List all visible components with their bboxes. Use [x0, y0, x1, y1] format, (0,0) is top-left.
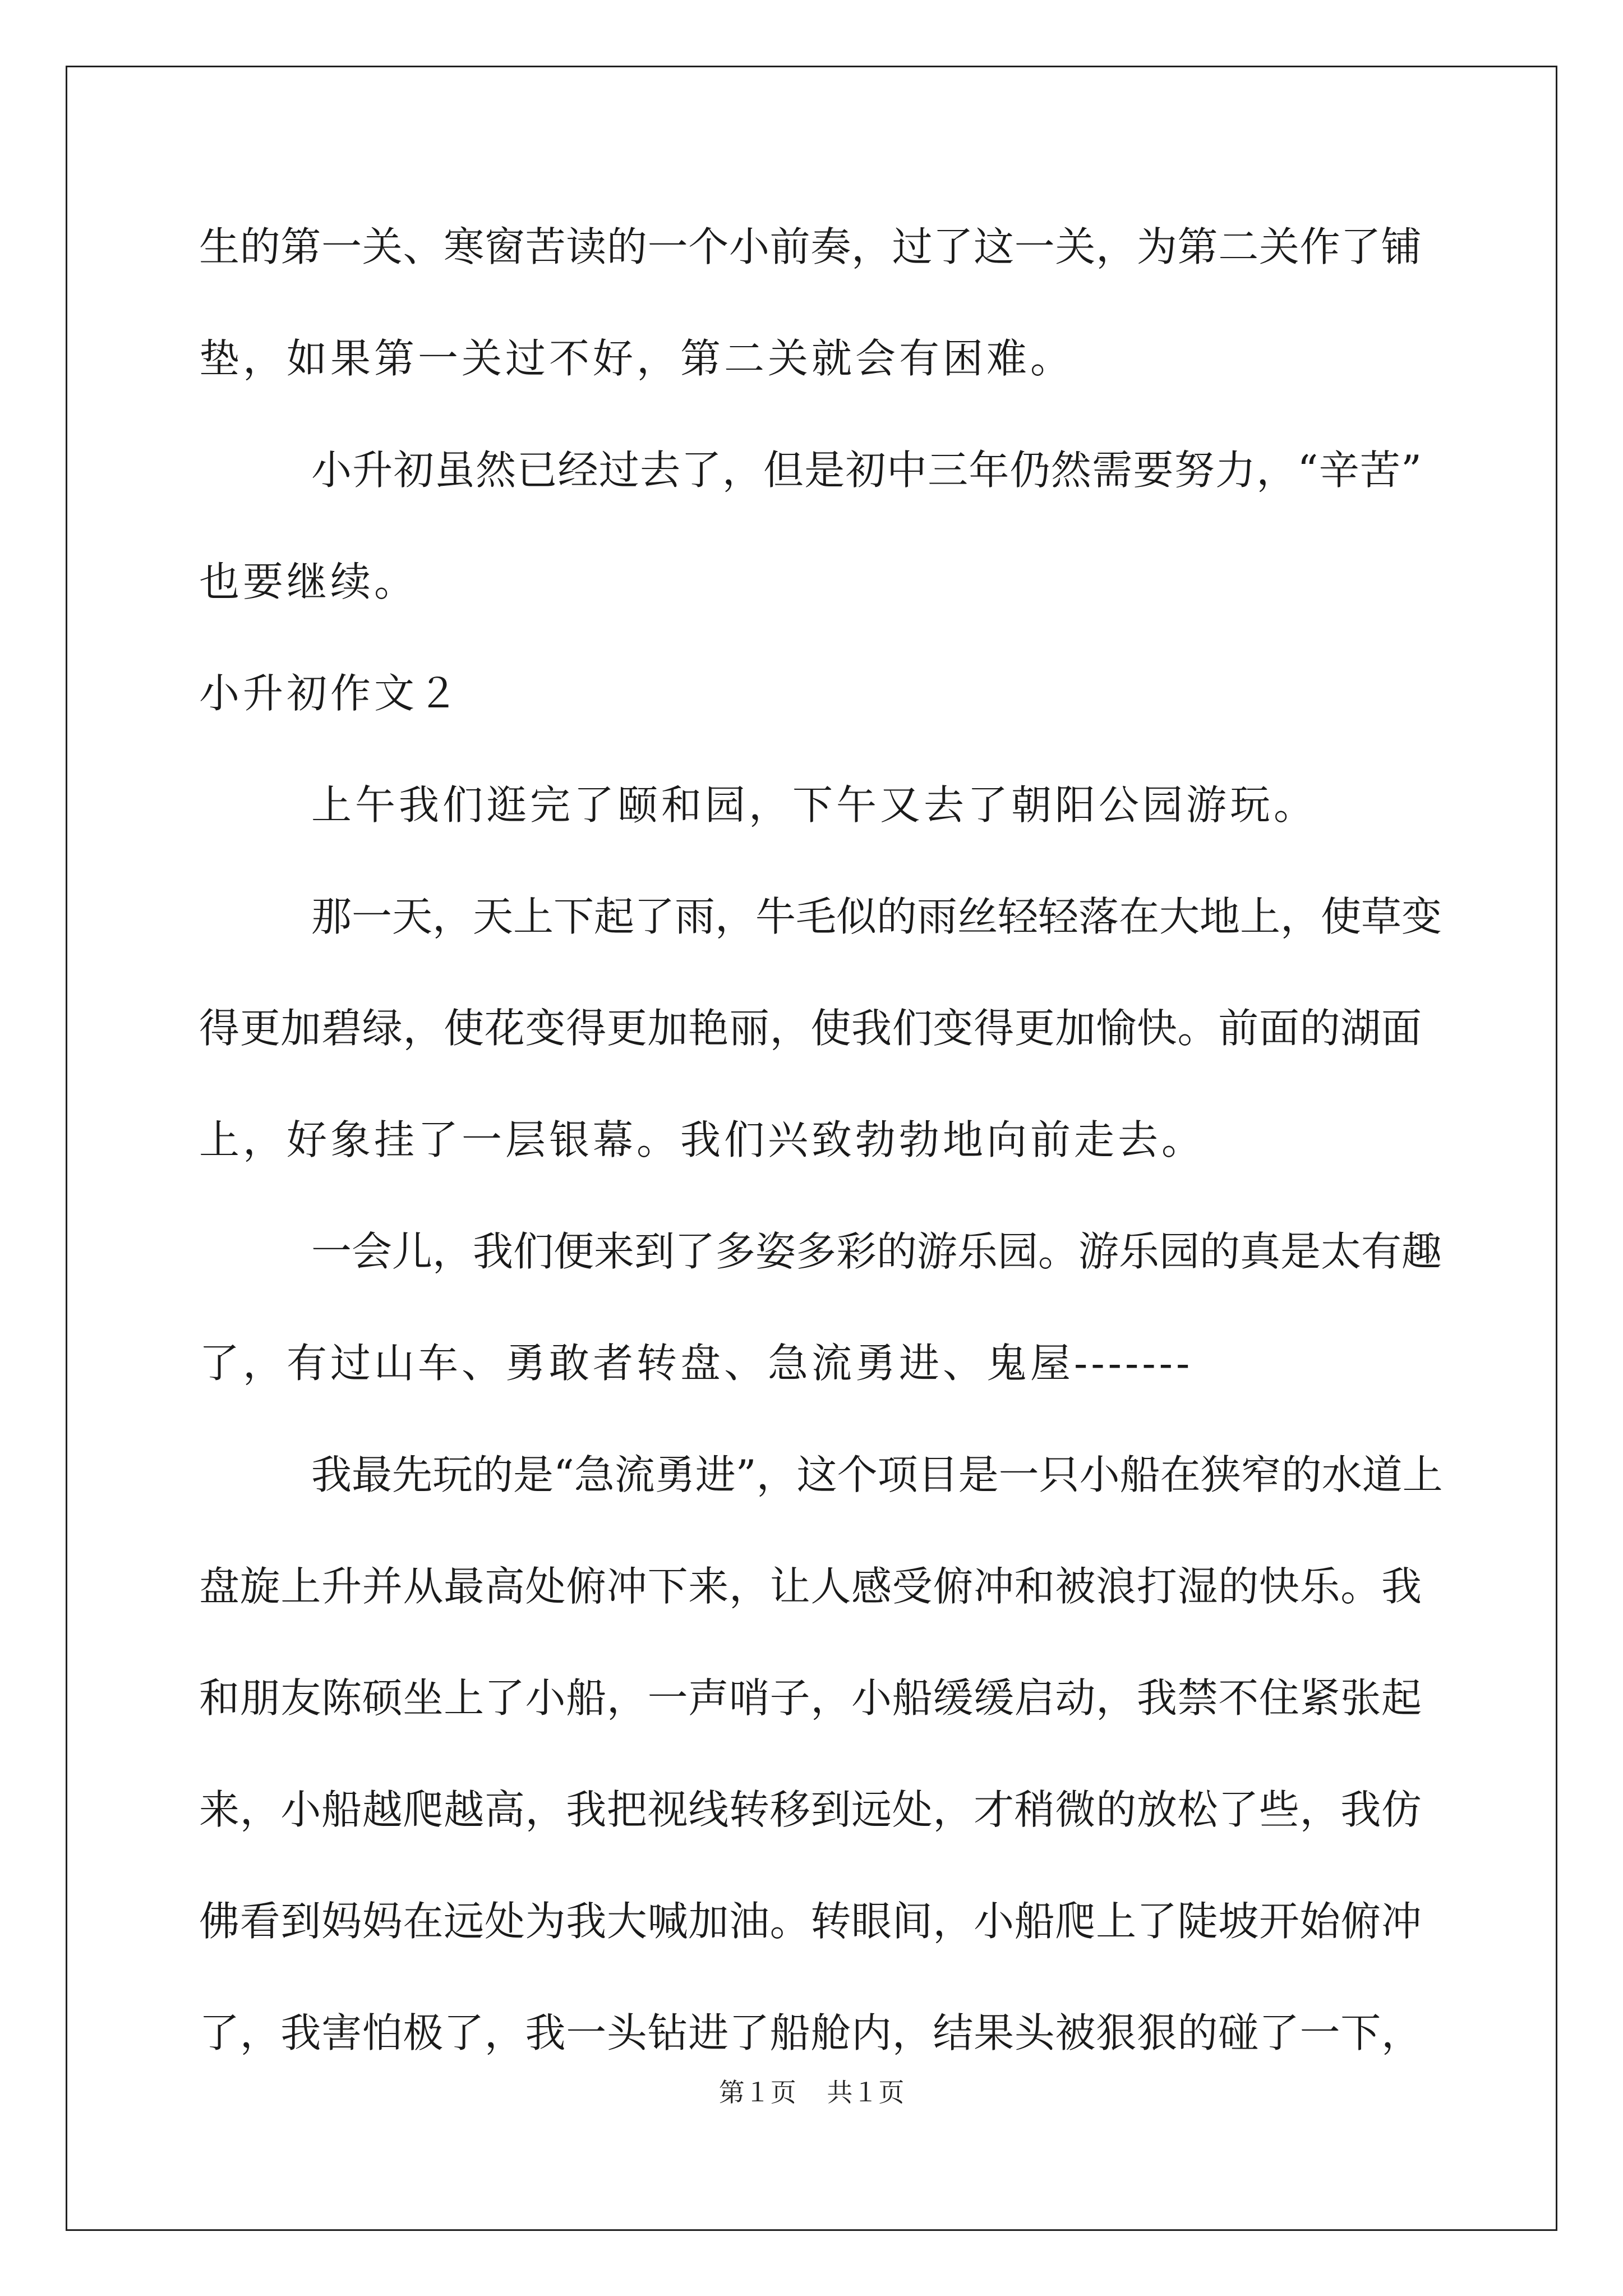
text-line: 垫，如果第一关过不好，第二关就会有困难。	[199, 335, 1075, 382]
page-number-total: 共１页	[827, 2077, 905, 2108]
text-line: 了，有过山车、勇敢者转盘、急流勇进、鬼屋-------	[199, 1340, 1193, 1387]
paragraph-start-line: 小升初虽然已经过去了，但是初中三年仍然需要努力，“辛苦”	[311, 447, 1422, 494]
paragraph-start-line: 上午我们逛完了颐和园，下午又去了朝阳公园游玩。	[311, 781, 1318, 829]
paragraph-start-line: 一会儿，我们便来到了多姿多彩的游乐园。游乐园的真是太有趣	[311, 1228, 1442, 1275]
text-line: 了，我害怕极了，我一头钻进了船舱内，结果头被狠狠的碰了一下，	[199, 2009, 1422, 2056]
text-line: 得更加碧绿，使花变得更加艳丽，使我们变得更加愉快。前面的湖面	[199, 1005, 1422, 1052]
text-line: 盘旋上升并从最高处俯冲下来，让人感受俯冲和被浪打湿的快乐。我	[199, 1563, 1422, 1610]
text-line: 佛看到妈妈在远处为我大喊加油。转眼间，小船爬上了陡坡开始俯冲	[199, 1898, 1422, 1945]
text-line: 来，小船越爬越高，我把视线转移到远处，才稍微的放松了些，我仿	[199, 1786, 1422, 1833]
text-line: 上，好象挂了一层银幕。我们兴致勃勃地向前走去。	[199, 1116, 1206, 1163]
document-body	[199, 219, 1443, 2116]
text-line: 也要继续。	[199, 558, 418, 605]
text-line: 和朋友陈硕坐上了小船，一声哨子，小船缓缓启动，我禁不住紧张起	[199, 1674, 1422, 1722]
paragraph-start-line: 那一天，天上下起了雨，牛毛似的雨丝轻轻落在大地上，使草变	[311, 893, 1442, 940]
page-number-current: 第１页	[718, 2077, 796, 2108]
paragraph-start-line: 我最先玩的是“急流勇进”，这个项目是一只小船在狭窄的水道上	[311, 1451, 1443, 1498]
section-heading: 小升初作文２	[199, 670, 462, 717]
text-line: 生的第一关、寒窗苦读的一个小前奏，过了这一关，为第二关作了铺	[199, 223, 1422, 270]
page-footer	[0, 2076, 1623, 2109]
